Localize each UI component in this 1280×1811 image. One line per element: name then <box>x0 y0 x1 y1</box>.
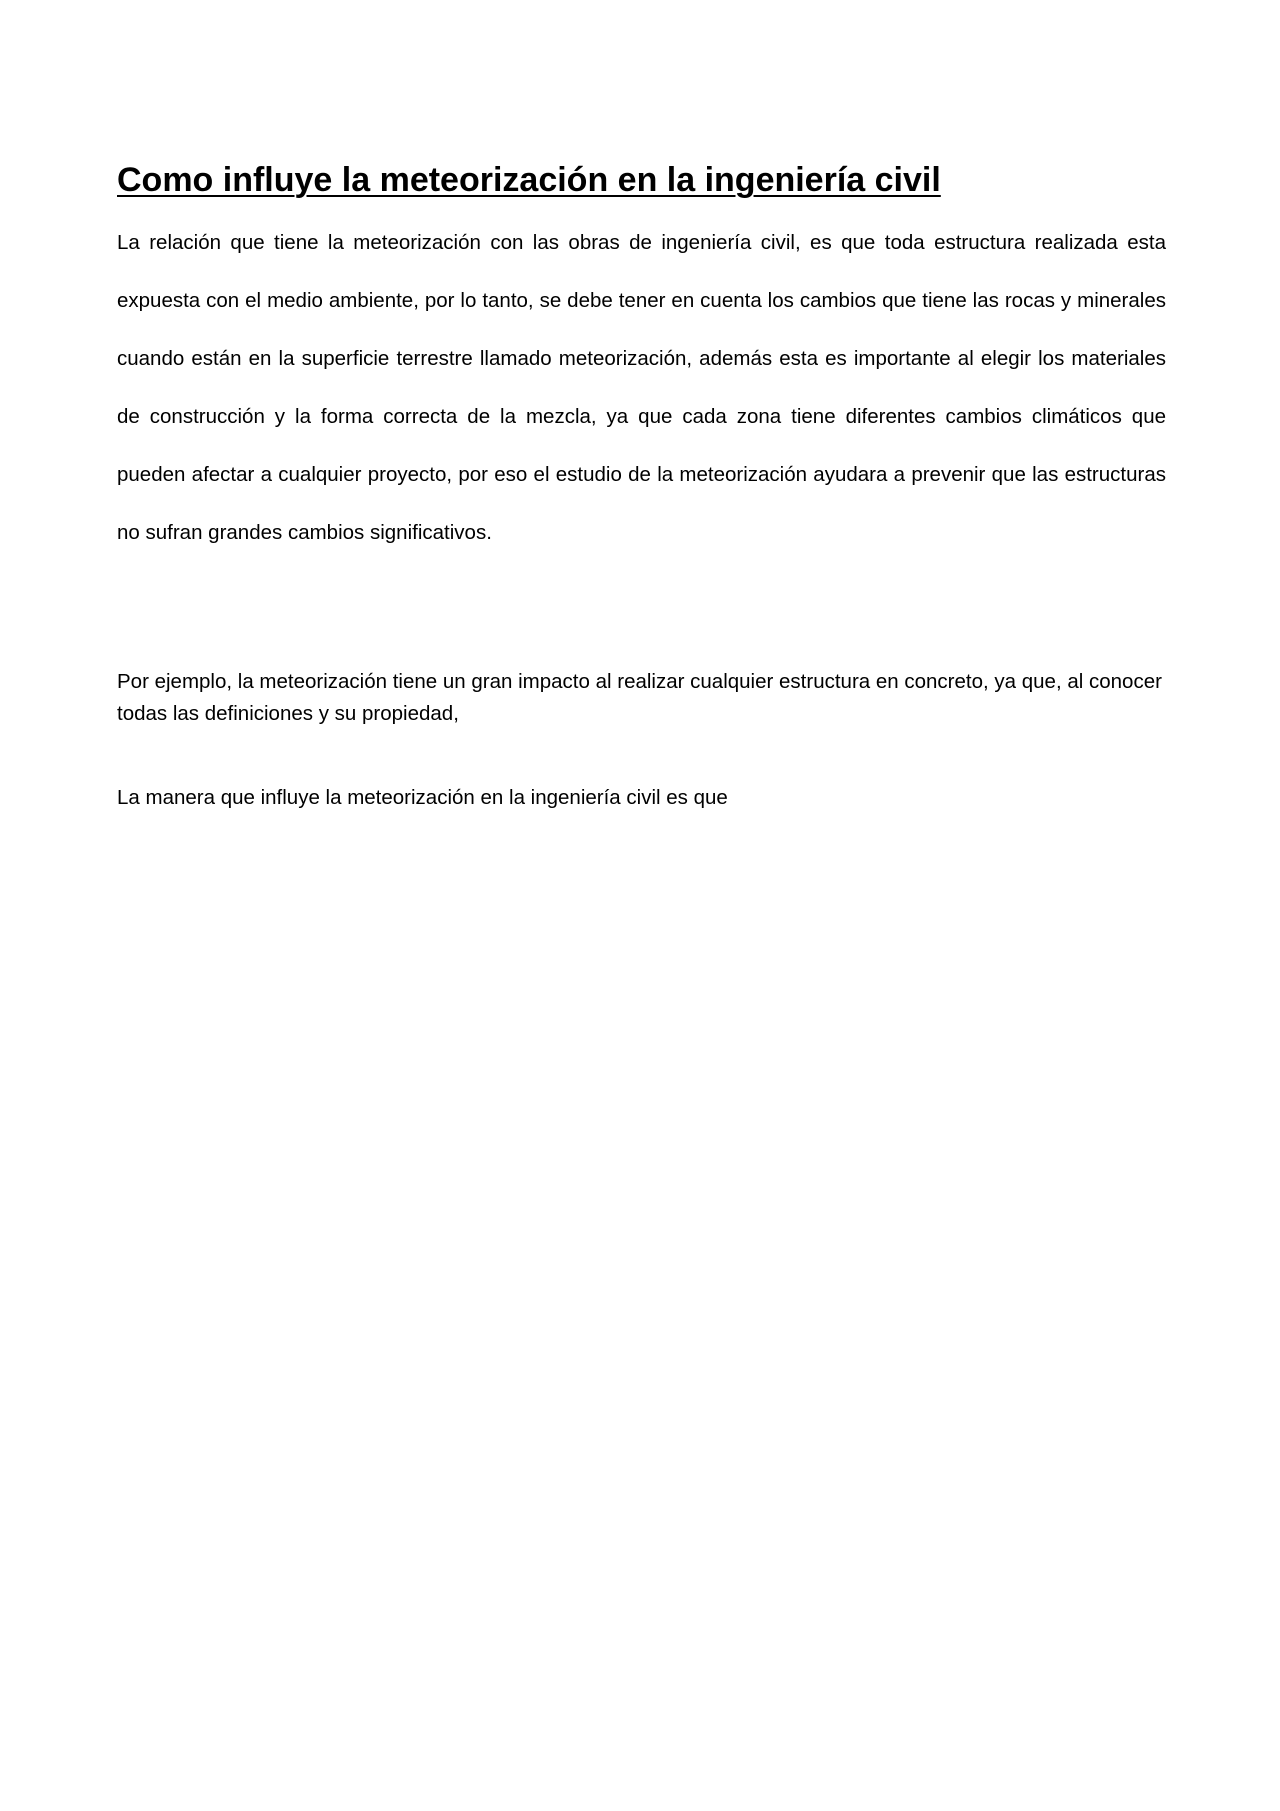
paragraph-conclusion: La manera que influye la meteorización en la ingeniería civil es que <box>117 786 728 809</box>
paragraph-example: Por ejemplo, la meteorización tiene un gran impacto al realizar cualquier estructura en concreto, ya que, al conocer todas las definiciones y su propiedad, <box>117 670 1162 725</box>
document-body <box>117 158 1166 814</box>
paragraph-intro: La relación que tiene la meteorización con las obras de ingeniería civil, es que toda estructura realizada esta expuesta con el medio ambiente, por lo tanto, se debe tener en cuenta los cambios que tiene las rocas y minerales cuando están en la superficie terrestre llamado meteorización, además esta es importante al elegir los materiales de construcción y la forma correcta de la mezcla, ya que cada zona tiene diferentes cambios climáticos que pueden afectar a cualquier proyecto, por eso el estudio de la meteorización ayudara a prevenir que las estructuras no sufran grandes cambios significativos. <box>117 231 1166 544</box>
document-title: Como influye la meteorización en la ingeniería civil <box>117 161 941 199</box>
